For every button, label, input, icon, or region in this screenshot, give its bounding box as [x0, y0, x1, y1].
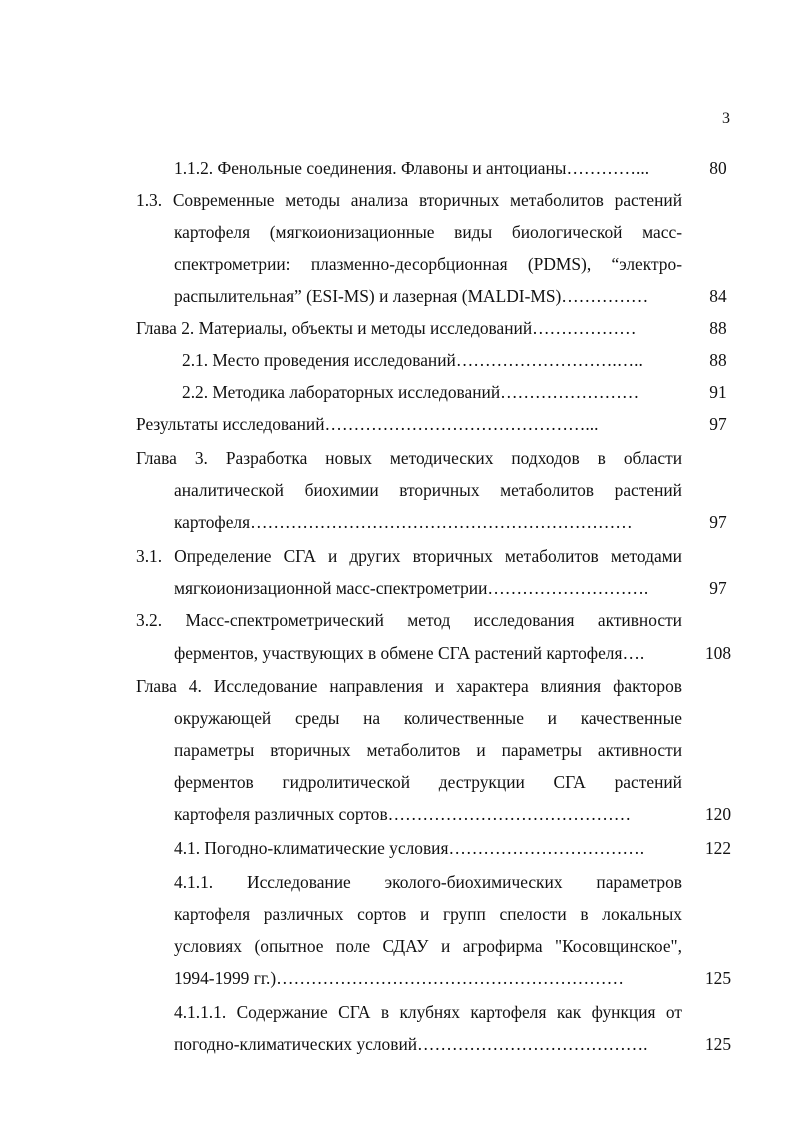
toc-entry-4-1-1-line-1: 4.1.1. Исследование эколого-биохимических параметров — [174, 872, 682, 892]
toc-entry-3-2-page: 108 — [704, 643, 732, 663]
toc-entry-chapter-4-line-2: окружающей среды на количественные и качественные — [174, 708, 682, 728]
toc-entry-4-1-line-1: 4.1. Погодно-климатические условия……………………………. — [174, 838, 645, 858]
toc-entry-3-1-line-1: 3.1. Определение СГА и других вторичных метаболитов методами — [136, 546, 682, 566]
toc-entry-2-1-line-1: 2.1. Место проведения исследований……………………….….. — [182, 350, 643, 370]
toc-entry-chapter-3-line-2: аналитической биохимии вторичных метаболитов растений — [174, 480, 682, 500]
toc-entry-3-2-line-1: 3.2. Масс-спектрометрический метод исследования активности — [136, 610, 682, 630]
toc-entry-chapter-3-line-3: картофеля………………………………………………………… — [174, 512, 633, 532]
toc-entry-4-1-1-line-2: картофеля различных сортов и групп спелости в локальных — [174, 904, 682, 924]
toc-entry-1-1-2-line-1: 1.1.2. Фенольные соединения. Флавоны и антоцианы…………... — [174, 158, 650, 178]
toc-entry-4-1-1-page: 125 — [704, 968, 732, 988]
toc-entry-4-1-1-1-page: 125 — [704, 1034, 732, 1054]
toc-entry-chapter-2-line-1: Глава 2. Материалы, объекты и методы исследований……………… — [136, 318, 637, 338]
toc-entry-results-page: 97 — [709, 414, 727, 434]
toc-entry-1-3-line-4: распылительная” (ESI-MS) и лазерная (MALDI-MS)…………… — [174, 286, 649, 306]
toc-entry-chapter-2-page: 88 — [709, 318, 727, 338]
page-number: 3 — [722, 110, 730, 127]
toc-entry-3-2-line-2: ферментов, участвующих в обмене СГА растений картофеля…. — [174, 643, 645, 663]
toc-entry-4-1-1-line-4: 1994-1999 гг.)…………………………………………………… — [174, 968, 624, 988]
toc-entry-1-3-page: 84 — [709, 286, 727, 306]
toc-entry-2-2-page: 91 — [709, 382, 727, 402]
toc-entry-chapter-3-line-1: Глава 3. Разработка новых методических подходов в области — [136, 448, 682, 468]
toc-entry-3-1-line-2: мягкоионизационной масс-спектрометрии………………………. — [174, 578, 649, 598]
toc-entry-chapter-4-line-3: параметры вторичных метаболитов и параметры активности — [174, 740, 682, 760]
toc-entry-2-1-page: 88 — [709, 350, 727, 370]
toc-entry-4-1-1-line-3: условиях (опытное поле СДАУ и агрофирма "Косовщинское", — [174, 936, 682, 956]
toc-entry-chapter-4-line-5: картофеля различных сортов…………………………………… — [174, 804, 632, 824]
toc-entry-chapter-4-line-1: Глава 4. Исследование направления и характера влияния факторов — [136, 676, 682, 696]
toc-entry-4-1-1-1-line-1: 4.1.1.1. Содержание СГА в клубнях картофеля как функция от — [174, 1002, 682, 1022]
toc-entry-2-2-line-1: 2.2. Методика лабораторных исследований…………………… — [182, 382, 640, 402]
toc-entry-1-3-line-2: картофеля (мягкоионизационные виды биологической масс- — [174, 222, 682, 242]
toc-entry-1-1-2-page: 80 — [709, 158, 727, 178]
toc-entry-results-line-1: Результаты исследований………………………………………... — [136, 414, 599, 434]
toc-entry-chapter-4-page: 120 — [704, 804, 732, 824]
toc-entry-chapter-4-line-4: ферментов гидролитической деструкции СГА растений — [174, 772, 682, 792]
toc-entry-chapter-3-page: 97 — [709, 512, 727, 532]
toc-entry-4-1-page: 122 — [704, 838, 732, 858]
toc-entry-1-3-line-3: спектрометрии: плазменно-десорбционная (PDMS), “электро- — [174, 254, 682, 274]
toc-entry-4-1-1-1-line-2: погодно-климатических условий…………………………………. — [174, 1034, 648, 1054]
toc-entry-3-1-page: 97 — [709, 578, 727, 598]
toc-entry-1-3-line-1: 1.3. Современные методы анализа вторичных метаболитов растений — [136, 190, 682, 210]
